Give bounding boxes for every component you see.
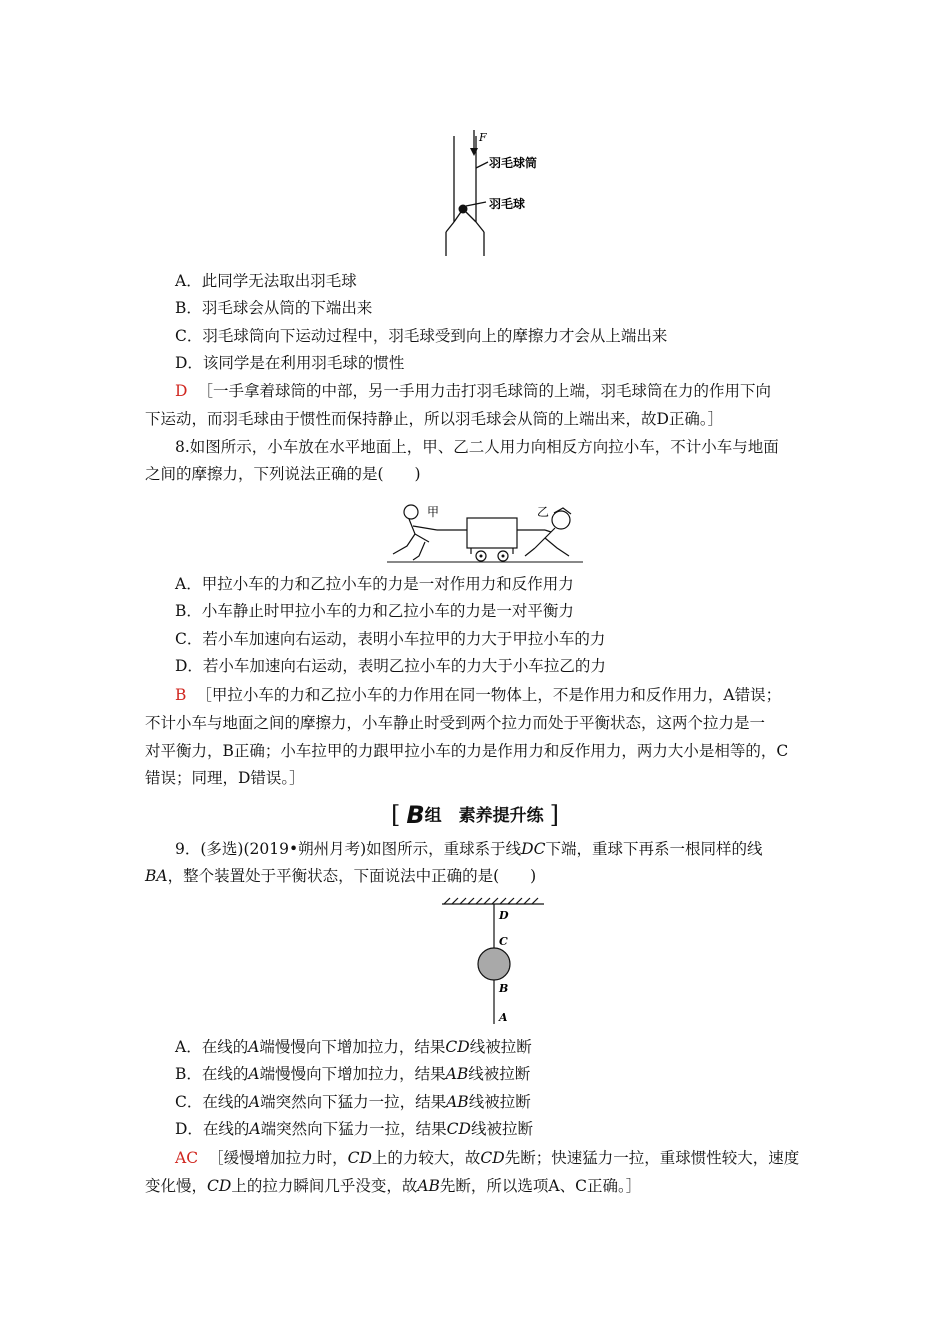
q9-answer-line bbox=[175, 1147, 799, 1169]
q9-stem-1-dc: DC bbox=[521, 840, 546, 858]
q8-option-a: A．甲拉小车的力和乙拉小车的力是一对作用力和反作用力 bbox=[175, 575, 574, 593]
left-person-label: 甲 bbox=[427, 505, 440, 519]
q8-option-d: D．若小车加速向右运动，表明乙拉小车的力大于小车拉乙的力 bbox=[175, 657, 606, 675]
tube-label: 羽毛球筒 bbox=[489, 156, 538, 170]
q7-option-d: D．该同学是在利用羽毛球的惯性 bbox=[175, 354, 405, 372]
hanging-ball-figure bbox=[440, 896, 550, 1028]
q8-explanation-1: ［甲拉小车的力和乙拉小车的力作用在同一物体上，不是作用力和反作用力，A错误； bbox=[196, 686, 782, 704]
q8-option-b: B．小车静止时甲拉小车的力和乙拉小车的力是一对平衡力 bbox=[175, 602, 574, 620]
q9-option-d-seg: CD bbox=[446, 1120, 471, 1138]
q9-option-c bbox=[175, 1091, 531, 1113]
q9-option-c-mid: 端突然向下猛力一拉，结果 bbox=[260, 1093, 447, 1111]
q9-option-a-end: A bbox=[248, 1038, 260, 1056]
q9-exp-1cd2: CD bbox=[480, 1149, 505, 1167]
right-person-label: 乙 bbox=[537, 505, 550, 519]
q9-option-b bbox=[175, 1063, 530, 1085]
q9-option-a-mid: 端慢慢向下增加拉力，结果 bbox=[259, 1038, 446, 1056]
section-bracket-open: [ bbox=[391, 801, 401, 829]
q9-stem-1-pre: 9．(多选)(2019•朔州月考)如图所示，重球系于线 bbox=[175, 840, 522, 858]
q7-answer-line bbox=[175, 380, 771, 402]
q9-exp-2b: 上的拉力瞬间几乎没变，故 bbox=[231, 1177, 418, 1195]
point-a-label: A bbox=[499, 1011, 508, 1024]
q7-option-a: A．此同学无法取出羽毛球 bbox=[175, 272, 357, 290]
q9-option-b-pre: B．在线的 bbox=[175, 1065, 249, 1083]
q9-stem-1 bbox=[175, 838, 762, 860]
q8-option-c: C．若小车加速向右运动，表明小车拉甲的力大于甲拉小车的力 bbox=[175, 630, 606, 648]
q7-explanation-2: 下运动，而羽毛球由于惯性而保持静止，所以羽毛球会从筒的上端出来，故D正确。］ bbox=[145, 410, 724, 428]
q9-option-a-seg: CD bbox=[445, 1038, 470, 1056]
section-bracket-close: ] bbox=[549, 801, 559, 829]
section-title: 组 素养提升练 bbox=[424, 806, 544, 826]
section-header bbox=[0, 800, 950, 831]
q8-explanation-3: 对平衡力，B正确；小车拉甲的力跟甲拉小车的力是作用力和反作用力，两力大小是相等的，C bbox=[145, 742, 789, 760]
q9-option-d-post: 线被拉断 bbox=[470, 1120, 533, 1138]
q9-option-d-mid: 端突然向下猛力一拉，结果 bbox=[260, 1120, 447, 1138]
force-label: F bbox=[479, 131, 487, 144]
q8-explanation-2: 不计小车与地面之间的摩擦力，小车静止时受到两个拉力而处于平衡状态，这两个拉力是一 bbox=[145, 714, 766, 732]
q9-exp-1cd: CD bbox=[347, 1149, 372, 1167]
q7-option-c: C．羽毛球筒向下运动过程中，羽毛球受到向上的摩擦力才会从上端出来 bbox=[175, 327, 668, 345]
point-b-label: B bbox=[499, 982, 509, 995]
q9-option-c-pre: C．在线的 bbox=[175, 1093, 249, 1111]
q9-option-c-seg: AB bbox=[446, 1093, 469, 1111]
q9-option-c-end: A bbox=[248, 1093, 261, 1111]
q9-exp-1a: ［缓慢增加拉力时， bbox=[208, 1149, 348, 1167]
q9-exp-2c: 先断，所以选项A、C正确。］ bbox=[439, 1177, 642, 1195]
q8-explanation-4: 错误；同理，D错误。］ bbox=[145, 769, 305, 787]
q9-stem-2-ba: BA bbox=[145, 867, 168, 885]
ball-label: 羽毛球 bbox=[489, 197, 526, 211]
q7-explanation-1: ［一手拿着球筒的中部，另一手用力击打羽毛球筒的上端，羽毛球筒在力的作用下向 bbox=[197, 382, 771, 400]
q9-option-b-mid: 端慢慢向下增加拉力，结果 bbox=[259, 1065, 446, 1083]
q9-exp-2cd: CD bbox=[207, 1177, 232, 1195]
q9-option-d bbox=[175, 1118, 533, 1140]
badminton-tube-figure bbox=[440, 128, 560, 260]
q8-answer-line bbox=[175, 684, 781, 706]
q8-answer: B bbox=[175, 686, 187, 704]
q9-option-c-post: 线被拉断 bbox=[468, 1093, 531, 1111]
q9-option-a bbox=[175, 1036, 532, 1058]
q7-answer: D bbox=[175, 382, 188, 400]
q9-stem-2 bbox=[145, 865, 536, 887]
q9-option-d-end: A bbox=[249, 1120, 261, 1138]
q9-exp-1c: 先断；快速猛力一拉，重球惯性较大，速度 bbox=[504, 1149, 800, 1167]
q9-option-a-pre: A．在线的 bbox=[175, 1038, 249, 1056]
q9-option-b-end: A bbox=[248, 1065, 260, 1083]
q8-stem-1: 8.如图所示，小车放在水平地面上，甲、乙二人用力向相反方向拉小车，不计小车与地面 bbox=[175, 438, 779, 456]
q9-option-b-seg: AB bbox=[445, 1065, 469, 1083]
cart-tug-figure bbox=[385, 498, 585, 566]
q9-stem-2-post: ，整个装置处于平衡状态，下面说法中正确的是( ) bbox=[167, 867, 537, 885]
point-c-label: C bbox=[499, 935, 508, 948]
section-group-letter: B bbox=[406, 801, 425, 829]
q9-option-b-post: 线被拉断 bbox=[468, 1065, 531, 1083]
q7-option-b: B．羽毛球会从筒的下端出来 bbox=[175, 299, 373, 317]
q9-answer: AC bbox=[175, 1149, 199, 1167]
q9-exp-2a: 变化慢， bbox=[145, 1177, 208, 1195]
q9-stem-1-post: 下端，重球下再系一根同样的线 bbox=[545, 840, 763, 858]
q9-exp-2ab: AB bbox=[417, 1177, 440, 1195]
q9-option-d-pre: D．在线的 bbox=[175, 1120, 250, 1138]
q9-exp-1b: 上的力较大，故 bbox=[371, 1149, 481, 1167]
q8-stem-2: 之间的摩擦力，下列说法正确的是( ) bbox=[145, 465, 421, 483]
point-d-label: D bbox=[499, 909, 509, 922]
q9-option-a-post: 线被拉断 bbox=[469, 1038, 532, 1056]
q9-explanation-2 bbox=[145, 1175, 641, 1197]
